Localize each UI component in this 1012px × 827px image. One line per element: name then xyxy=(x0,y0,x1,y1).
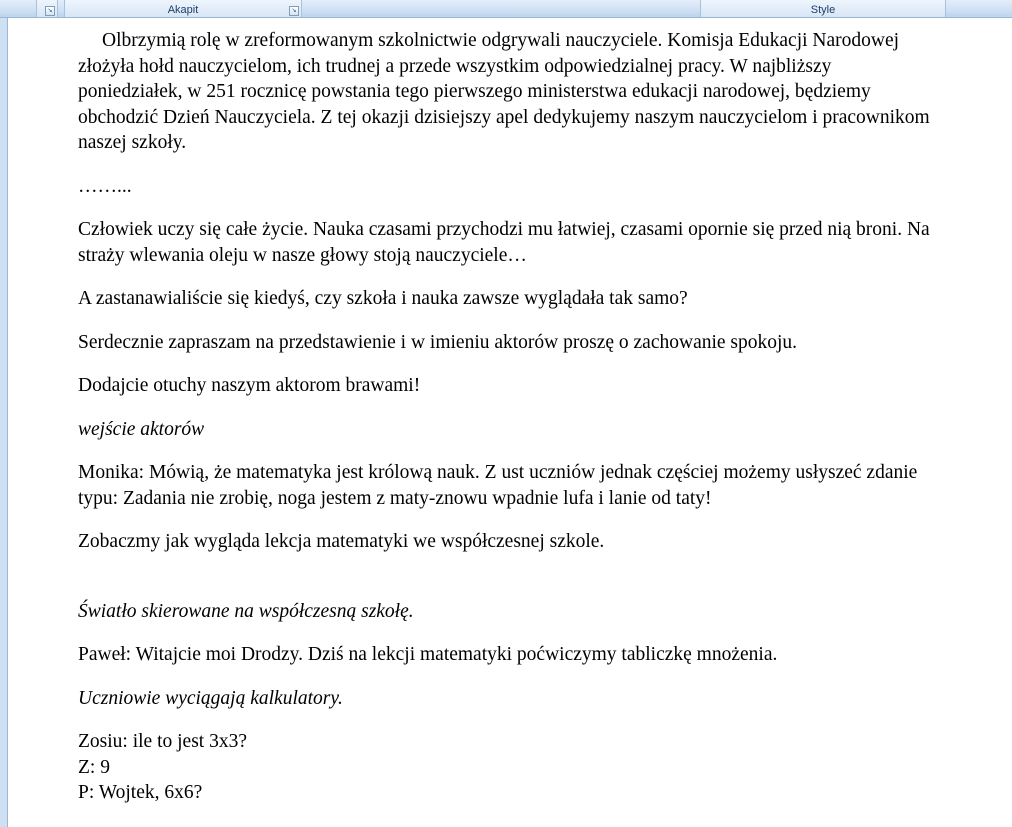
ribbon-bar xyxy=(0,0,1012,18)
spacer xyxy=(78,711,938,729)
spacer xyxy=(78,199,938,217)
paragraph: Z: 9 xyxy=(78,756,110,778)
paragraph: Światło skierowane na współczesną szkołę. xyxy=(78,600,414,622)
dialog-launcher-icon[interactable]: ↘ xyxy=(45,6,55,16)
paragraph: Monika: Mówią, że matematyka jest królową nauk. Z ust uczniów jednak częściej możemy usłyszeć zdanie typu: Zadania nie zrobię, noga jestem z maty-znowu wpadnie lufa i lanie od taty! xyxy=(78,462,918,509)
spacer xyxy=(78,668,938,686)
paragraph: Paweł: Witajcie moi Drodzy. Dziś na lekcji matematyki poćwiczymy tabliczkę mnożenia. xyxy=(78,644,778,665)
spacer xyxy=(78,442,938,460)
spacer xyxy=(78,399,938,417)
spacer xyxy=(78,555,938,599)
paragraph: wejście aktorów xyxy=(78,418,205,440)
spacer xyxy=(78,312,938,330)
paragraph: P: Wojtek, 6x6? xyxy=(78,782,203,803)
left-margin-rule xyxy=(0,18,8,827)
ribbon-group-label: Style xyxy=(810,4,836,16)
paragraph: ……... xyxy=(78,175,132,197)
ribbon-group-styles[interactable] xyxy=(700,0,946,17)
paragraph: Zosiu: ile to jest 3x3? xyxy=(78,731,247,752)
ribbon-group-label: Akapit xyxy=(167,4,199,16)
ribbon-group-unnamed[interactable] xyxy=(36,0,58,17)
spacer xyxy=(78,511,938,529)
paragraph: Dodajcie otuchy naszym aktorom brawami! xyxy=(78,375,421,396)
dialog-launcher-icon[interactable]: ↘ xyxy=(289,6,299,16)
document-text-body[interactable] xyxy=(78,28,938,806)
spacer xyxy=(78,268,938,286)
ribbon-group-paragraph[interactable] xyxy=(64,0,302,17)
spacer xyxy=(78,624,938,642)
paragraph: Uczniowie wyciągają kalkulatory. xyxy=(78,687,343,709)
spacer xyxy=(78,156,938,174)
spacer xyxy=(78,355,938,373)
paragraph: Serdecznie zapraszam na przedstawienie i w imieniu aktorów proszę o zachowanie spokoju. xyxy=(78,331,798,353)
paragraph: Zobaczmy jak wygląda lekcja matematyki we współczesnej szkole. xyxy=(78,531,605,552)
paragraph: Człowiek uczy się całe życie. Nauka czasami przychodzi mu łatwiej, czasami opornie się przed nią broni. Na straży wlewania oleju w nasze głowy stoją nauczyciele… xyxy=(78,219,930,266)
paragraph: Olbrzymią rolę w zreformowanym szkolnictwie odgrywali nauczyciele. Komisja Edukacji Narodowej złożyła hołd nauczycielom, ich trudnej a przede wszystkim odpowiedzialnej pracy. W najbliższy poniedziałek, w 251 rocznicę powstania tego pierwszego ministerstwa edukacji narodowej, będziemy obchodzić Dzień Nauczyciela. Z tej okazji dzisiejszy apel dedykujemy naszym nauczycielom i pracownikom naszej szkoły. xyxy=(78,30,930,153)
paragraph: A zastanawialiście się kiedyś, czy szkoła i nauka zawsze wyglądała tak samo? xyxy=(78,288,688,309)
document-page[interactable] xyxy=(0,18,1012,827)
